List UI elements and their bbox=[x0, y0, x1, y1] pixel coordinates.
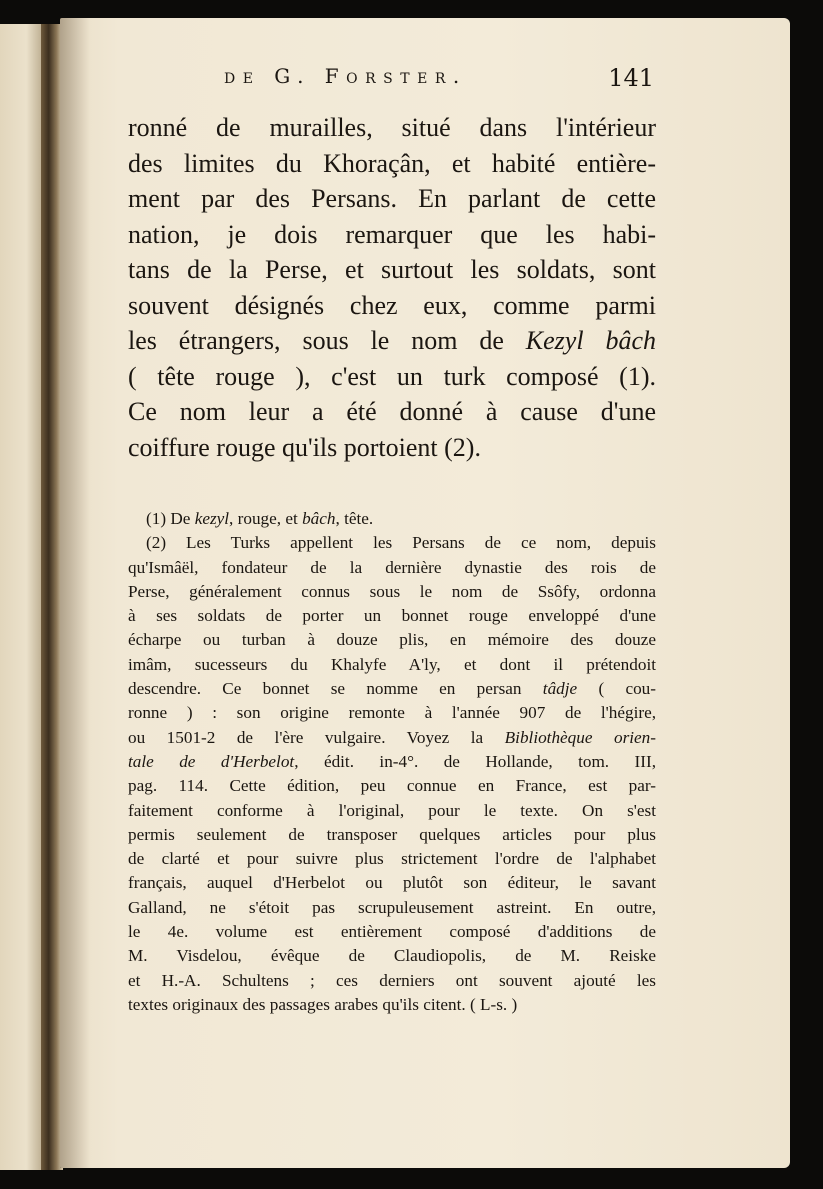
footnote-2-line: textes originaux des passages arabes qu'ils citent. ( L-s. ) bbox=[128, 994, 518, 1014]
footnote-1 bbox=[128, 507, 656, 531]
italic-term: tale de d'Herbelot bbox=[128, 751, 295, 771]
footnote-2-line bbox=[128, 750, 656, 774]
page-content bbox=[128, 60, 656, 1017]
page-number: 141 bbox=[608, 64, 654, 92]
left-page-edge bbox=[0, 24, 44, 1170]
footnote-2-line: permis seulement de transposer quelques articles pour plus bbox=[128, 824, 656, 844]
footnote-text: , édit. in-4°. de Hollande, tom. III, bbox=[294, 751, 656, 771]
footnote-2-line: imâm, sucesseurs du Khalyfe A'ly, et dont il prétendoit bbox=[128, 654, 656, 674]
italic-term: Kezyl bâch bbox=[525, 326, 656, 355]
footnote-text: , tête. bbox=[335, 509, 374, 528]
body-line: tans de la Perse, et surtout les soldats, sont bbox=[128, 255, 656, 284]
footnote-2-line: écharpe ou turban à douze plis, en mémoire des douze bbox=[128, 630, 656, 650]
footnote-2-line: Perse, généralement connus sous le nom de Ssôfy, ordonna bbox=[128, 581, 656, 601]
body-text bbox=[128, 110, 656, 465]
body-line: Ce nom leur a été donné à cause d'une bbox=[128, 397, 656, 426]
footnote-text: ou 1501-2 de l'ère vulgaire. Voyez la bbox=[128, 727, 505, 747]
body-line: ( tête rouge ), c'est un turk composé (1). bbox=[128, 361, 656, 391]
footnote-2-line: Galland, ne s'étoit pas scrupuleusement astreint. En outre, bbox=[128, 897, 656, 917]
footnote-2-line: qu'Ismâël, fondateur de la dernière dynastie des rois de bbox=[128, 557, 656, 577]
italic-term: bâch bbox=[302, 509, 336, 528]
footnote-2-line: français, auquel d'Herbelot ou plutôt son éditeur, le savant bbox=[128, 873, 656, 893]
body-line: nation, je dois remarquer que les habi- bbox=[128, 219, 656, 249]
footnote-text: ( cou- bbox=[577, 679, 656, 699]
body-line: des limites du Khoraçân, et habité entière- bbox=[128, 148, 656, 178]
body-line: ronné de murailles, situé dans l'intérieur bbox=[128, 113, 656, 142]
footnote-2-line: ronne ) : son origine remonte à l'année 907 de l'hégire, bbox=[128, 703, 656, 723]
italic-term: tâdje bbox=[542, 679, 578, 699]
footnote-2-line: de clarté et pour suivre plus strictement l'ordre de l'alphabet bbox=[128, 849, 656, 869]
footnote-2-line: (2) Les Turks appellent les Persans de ce nom, depuis bbox=[146, 533, 656, 553]
running-head-title: de G. Forster. bbox=[224, 64, 467, 88]
body-line: ment par des Persans. En parlant de cette bbox=[128, 184, 656, 213]
footnote-text: (1) De bbox=[146, 509, 195, 528]
fold-shadow bbox=[60, 18, 90, 1168]
footnote-text: , rouge, et bbox=[229, 509, 303, 528]
footnote-2-line: pag. 114. Cette édition, peu connue en France, est par- bbox=[128, 776, 656, 796]
italic-term: Bibliothèque orien- bbox=[504, 727, 656, 747]
body-line: coiffure rouge qu'ils portoient (2). bbox=[128, 432, 481, 462]
footnote-2-line: faitement conforme à l'original, pour le texte. On s'est bbox=[128, 800, 656, 820]
running-head bbox=[128, 60, 656, 108]
italic-term: kezyl bbox=[194, 509, 230, 528]
body-line-text: les étrangers, sous le nom de bbox=[128, 326, 526, 355]
footnote-2-line bbox=[128, 726, 656, 750]
footnote-text: descendre. Ce bonnet se nomme en persan bbox=[128, 679, 543, 699]
footnote-2-line: le 4e. volume est entièrement composé d'additions de bbox=[128, 922, 656, 942]
body-line: souvent désignés chez eux, comme parmi bbox=[128, 290, 656, 320]
body-line bbox=[128, 323, 656, 359]
footnote-2-line: à ses soldats de porter un bonnet rouge enveloppé d'une bbox=[128, 606, 656, 626]
footnote-2-line: et H.-A. Schultens ; ces derniers ont souvent ajouté les bbox=[128, 970, 656, 990]
footnote-2-line bbox=[128, 677, 656, 701]
footnotes bbox=[128, 507, 656, 1017]
footnote-2-line: M. Visdelou, évêque de Claudiopolis, de M. Reiske bbox=[128, 946, 656, 966]
